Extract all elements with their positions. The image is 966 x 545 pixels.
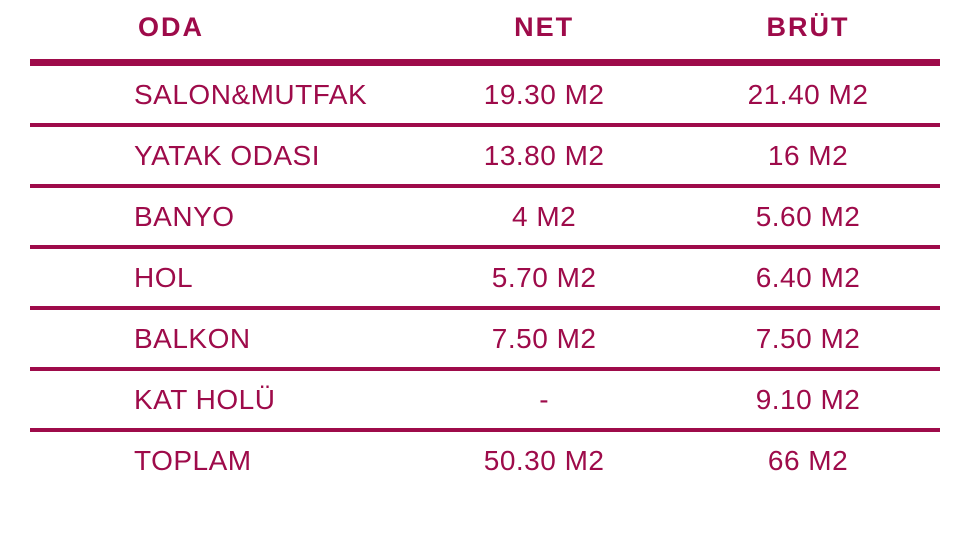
table-header-row	[30, 4, 940, 63]
cell-gross: 9.10 M2	[755, 384, 861, 415]
area-table-container	[0, 4, 966, 545]
cell-gross: 7.50 M2	[755, 323, 861, 354]
cell-net: 4 M2	[512, 201, 577, 232]
column-header-gross: BRÜT	[766, 12, 850, 42]
table-row	[30, 430, 940, 489]
table-row	[30, 125, 940, 186]
cell-net: 5.70 M2	[491, 262, 597, 293]
cell-room: SALON&MUTFAK	[134, 79, 368, 110]
cell-room: TOPLAM	[134, 445, 252, 476]
cell-gross: 66 M2	[767, 445, 849, 476]
cell-net: 19.30 M2	[483, 79, 605, 110]
cell-room: HOL	[134, 262, 194, 293]
cell-room: KAT HOLÜ	[134, 384, 276, 415]
cell-room: YATAK ODASI	[134, 140, 320, 171]
cell-net: -	[539, 384, 550, 415]
cell-gross: 21.40 M2	[747, 79, 869, 110]
table-row	[30, 308, 940, 369]
cell-net: 13.80 M2	[483, 140, 605, 171]
table-header	[30, 4, 940, 63]
cell-gross: 6.40 M2	[755, 262, 861, 293]
table-row	[30, 186, 940, 247]
table-row	[30, 63, 940, 126]
table-row	[30, 369, 940, 430]
cell-net: 7.50 M2	[491, 323, 597, 354]
table-row	[30, 247, 940, 308]
cell-gross: 16 M2	[767, 140, 849, 171]
cell-room: BALKON	[134, 323, 251, 354]
column-header-net: NET	[514, 12, 575, 42]
column-header-room: ODA	[138, 12, 204, 42]
room-area-table	[30, 4, 940, 489]
cell-gross: 5.60 M2	[755, 201, 861, 232]
cell-net: 50.30 M2	[483, 445, 605, 476]
table-body	[30, 63, 940, 490]
cell-room: BANYO	[134, 201, 235, 232]
